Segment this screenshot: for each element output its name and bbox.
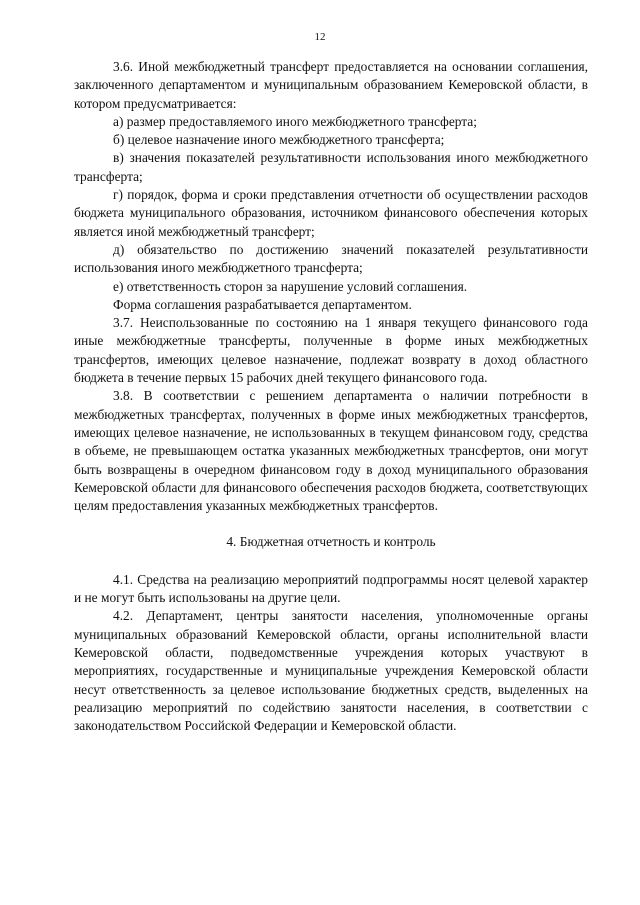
list-item-e: е) ответственность сторон за нарушение условий соглашения. [113, 278, 468, 294]
list-item-b: б) целевое назначение иного межбюджетного трансферта; [113, 132, 445, 148]
paragraph-4-2: 4.2. Департамент, центры занятости населения, уполномоченные органы муниципальных образований Кемеровской области, органы исполнительной власти Кемеровской области, подведомственные учреждения которых участвуют в мероприятиях, государственные и муниципальные учреждения Кемеровской области несут ответственность за целевое использование бюджетных средств, выделенных на реализацию мероприятий по содействию занятости населения, в соответствии с законодательством Российской Федерации и Кемеровской области. [74, 608, 588, 734]
list-item-g: г) порядок, форма и сроки представления отчетности об осуществлении расходов бюджета муниципального образования, источником финансового обеспечения которых является иной межбюджетный трансферт; [74, 187, 588, 239]
section-heading: 4. Бюджетная отчетность и контроль [226, 534, 436, 550]
page-number: 12 [314, 31, 326, 43]
list-item-d: д) обязательство по достижению значений показателей результативности использования иного межбюджетного трансферта; [74, 241, 588, 276]
paragraph-3-6: 3.6. Иной межбюджетный трансферт предоставляется на основании соглашения, заключенного департаментом и муниципальным образованием Кемеровской области, в котором предусматривается: [74, 59, 588, 111]
list-item-a: а) размер предоставляемого иного межбюджетного трансферта; [113, 113, 477, 129]
document-body [74, 58, 588, 735]
paragraph-4-1: 4.1. Средства на реализацию мероприятий подпрограммы носят целевой характер и не могут быть использованы на другие цели. [74, 571, 588, 606]
paragraph-3-7: 3.7. Неиспользованные по состоянию на 1 января текущего финансового года иные межбюджетные трансферты, полученные в форме иных межбюджетных трансфертов, имеющих целевое назначение, подлежат возврату в доход областного бюджета в течение первых 15 рабочих дней текущего финансового года. [74, 315, 588, 386]
paragraph-3-8: 3.8. В соответствии с решением департамента о наличии потребности в межбюджетных трансфертах, полученных в форме иных межбюджетных трансфертов, имеющих целевое назначение, не использованных в текущем финансовом году, средства в объеме, не превышающем остатка указанных межбюджетных трансфертов, они могут быть возвращены в очередном финансовом году в доход муниципального образования Кемеровской области для финансового обеспечения расходов бюджета, соответствующих целям предоставления указанных межбюджетных трансфертов. [74, 388, 588, 514]
list-item-v: в) значения показателей результативности использования иного межбюджетного трансферта; [74, 150, 588, 184]
agreement-form-paragraph: Форма соглашения разрабатывается департаментом. [113, 296, 412, 312]
